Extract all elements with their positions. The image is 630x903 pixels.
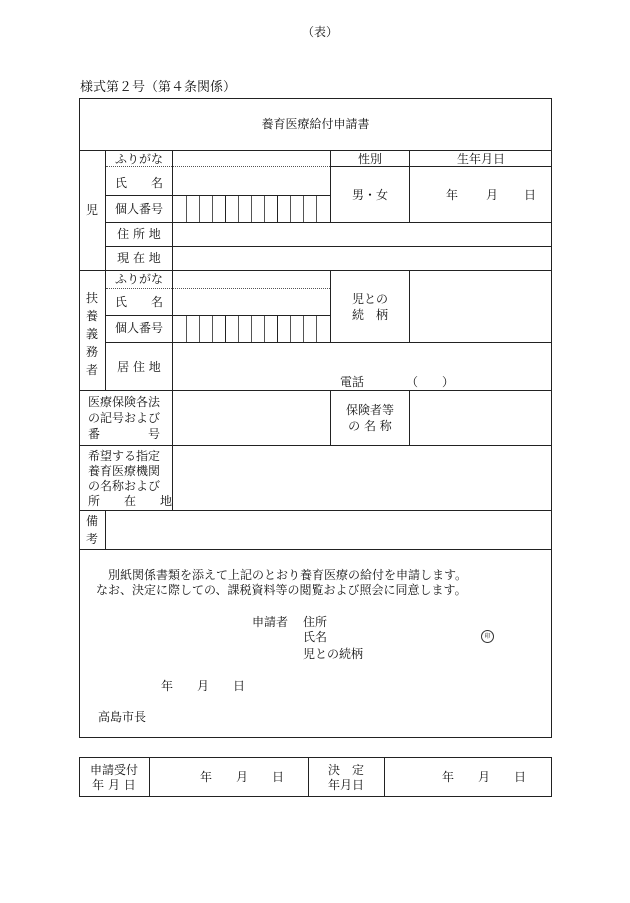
birth-date-header: 生年月日 xyxy=(456,152,505,166)
form-title: 養育医療給付申請書 xyxy=(261,117,370,131)
child-my-number-label: 個人番号 xyxy=(114,202,163,216)
insurance-label-line2: の記号および xyxy=(88,411,161,425)
remarks-label: 備考 xyxy=(85,514,98,546)
applicant-label: 申請者 xyxy=(252,615,289,629)
received-label-line2: 年 月 日 xyxy=(92,778,136,792)
relation-field[interactable] xyxy=(410,271,552,342)
insurer-label-line2: の 名 称 xyxy=(348,419,392,433)
insurance-label-line1: 医療保険各法 xyxy=(88,395,161,409)
child-name-label: 氏 名 xyxy=(114,176,163,190)
declaration-date[interactable]: 年 月 日 xyxy=(161,679,246,693)
insurer-label-line1: 保険者等 xyxy=(345,403,394,417)
remarks-field[interactable] xyxy=(106,511,552,549)
child-furigana-label: ふりがな xyxy=(114,152,163,166)
applicant-name-label: 氏名 xyxy=(303,630,328,644)
institution-label-line2: 養育医療機関 xyxy=(88,464,161,478)
birth-month-label: 月 xyxy=(486,188,499,202)
decision-label-line1: 決 定 xyxy=(327,763,364,777)
guardian-name-field[interactable] xyxy=(173,289,330,315)
birth-day-label: 日 xyxy=(524,188,537,202)
institution-label-line1: 希望する指定 xyxy=(88,449,161,463)
insurance-label-line3: 番 号 xyxy=(88,427,161,441)
insurer-name-field[interactable] xyxy=(410,391,552,445)
institution-field[interactable] xyxy=(173,446,552,510)
declaration-line2: なお、決定に際しての、課税資料等の閲覧および照会に同意します。 xyxy=(96,583,467,597)
guardian-furigana-label: ふりがな xyxy=(114,272,163,286)
guardian-my-number-label: 個人番号 xyxy=(114,321,163,335)
child-current-address-field[interactable] xyxy=(173,247,552,270)
received-label-line1: 申請受付 xyxy=(89,763,138,777)
birth-year-label: 年 xyxy=(446,188,459,202)
guardian-section-label: 扶養義務者 xyxy=(85,291,98,377)
decision-date[interactable]: 年 月 日 xyxy=(442,770,527,784)
gender-value[interactable]: 男・女 xyxy=(351,188,388,202)
institution-label-line3: の名称および xyxy=(88,479,161,493)
child-furigana-field[interactable] xyxy=(173,151,330,166)
institution-label-line4: 所 在 地 xyxy=(88,494,173,508)
form-number: 様式第２号（第４条関係） xyxy=(80,80,237,95)
applicant-address-label: 住所 xyxy=(303,615,328,629)
insurance-number-field[interactable] xyxy=(173,391,330,445)
child-current-address-label: 現 在 地 xyxy=(117,251,161,265)
relation-label-line1: 児との xyxy=(351,292,388,306)
child-address-label: 住 所 地 xyxy=(117,227,161,241)
child-section-label: 児 xyxy=(85,203,98,217)
phone-label: 電話 （ ） xyxy=(340,375,455,389)
decision-label-line2: 年月日 xyxy=(327,778,364,792)
guardian-my-number-field[interactable] xyxy=(173,316,330,342)
side-label: （表） xyxy=(301,25,338,39)
applicant-relation-label: 児との続柄 xyxy=(303,647,364,661)
gender-header: 性別 xyxy=(357,152,382,166)
guardian-residence-label: 居 住 地 xyxy=(117,360,161,374)
addressee: 高島市長 xyxy=(98,710,147,724)
received-date[interactable]: 年 月 日 xyxy=(200,770,285,784)
relation-label-line2: 続 柄 xyxy=(351,308,388,322)
seal-icon: 印 xyxy=(481,630,494,643)
guardian-name-label: 氏 名 xyxy=(114,295,163,309)
child-name-field[interactable] xyxy=(173,167,330,195)
guardian-furigana-field[interactable] xyxy=(173,271,330,288)
child-address-field[interactable] xyxy=(173,223,552,246)
child-my-number-field[interactable] xyxy=(173,196,330,222)
declaration-line1: 別紙関係書類を添えて上記のとおり養育医療の給付を申請します。 xyxy=(108,568,468,582)
